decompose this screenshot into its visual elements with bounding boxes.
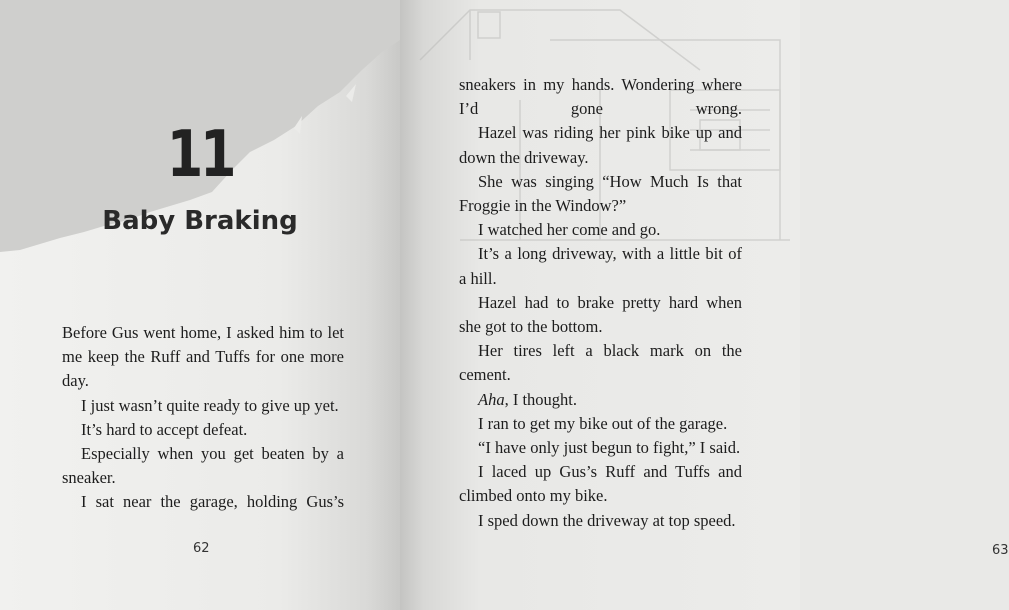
paragraph: It’s a long driveway, with a little bit of a hill. xyxy=(459,244,742,288)
paragraph: sneakers in my hands. Wondering where I’d gone wrong. xyxy=(459,75,742,119)
italic-word: Aha xyxy=(478,389,505,409)
paragraph: “I have only just begun to fight,” I said. xyxy=(478,438,741,458)
right-page-body xyxy=(459,73,742,533)
right-page xyxy=(400,0,1009,610)
page-number-right: 63 xyxy=(992,543,1009,558)
paragraph: Her tires left a black mark on the cement. xyxy=(459,341,742,385)
paragraph: I ran to get my bike out of the garage. xyxy=(478,413,728,433)
paragraph: Before Gus went home, I asked him to let me keep the Ruff and Tuffs for one more day. xyxy=(62,323,344,391)
left-page-body xyxy=(62,321,344,515)
paragraph: Especially when you get beaten by a sneaker. xyxy=(62,444,344,488)
paragraph: Hazel was riding her pink bike up and down the driveway. xyxy=(459,123,742,167)
chapter-number: 11 xyxy=(166,118,234,192)
chapter-title: Baby Braking xyxy=(102,206,298,236)
paragraph: Hazel had to brake pretty hard when she got to the bottom. xyxy=(459,292,742,337)
paragraph: I watched her come and go. xyxy=(478,220,661,240)
paragraph: She was singing “How Much Is that Froggie in the Window?” xyxy=(459,171,742,216)
paragraph: I just wasn’t quite ready to give up yet. xyxy=(81,395,339,415)
paragraph: It’s hard to accept defeat. xyxy=(81,419,248,439)
paragraph: I laced up Gus’s Ruff and Tuffs and climbed onto my bike. xyxy=(459,462,742,506)
paragraph: I sat near the garage, holding Gus’s xyxy=(81,492,344,512)
left-page xyxy=(0,0,400,610)
paragraph-italic-lead: Aha, I thought. xyxy=(478,389,578,409)
paragraph: I sped down the driveway at top speed. xyxy=(478,510,736,530)
page-number-left: 62 xyxy=(193,541,210,556)
